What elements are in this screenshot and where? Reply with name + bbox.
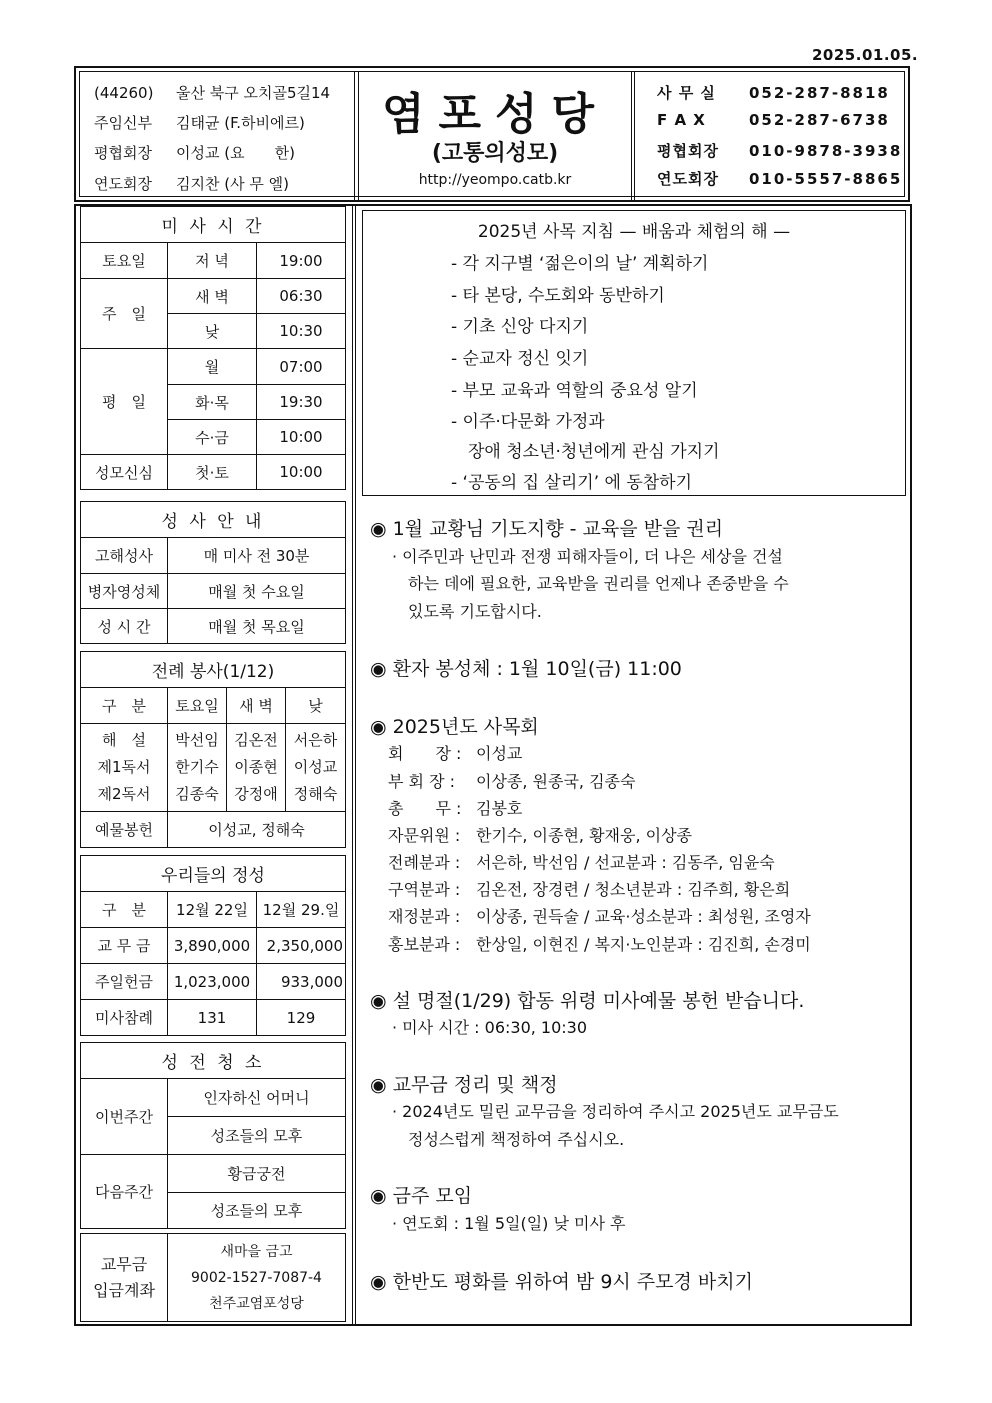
notice-line: 있도록 기도합시다.	[408, 602, 542, 621]
notice-line: · 2024년도 밀린 교무금을 정리하여 주시고 2025년도 교무금도	[392, 1102, 839, 1121]
slot-label: 월	[168, 349, 257, 385]
notice-line: · 연도회 : 1월 5일(일) 낮 미사 후	[392, 1214, 626, 1233]
offerings-col-header: 구 분	[81, 892, 168, 928]
council-members: 한기수, 이종현, 황재웅, 이상종	[476, 826, 692, 845]
pastoral-item: - 순교자 정신 잇기	[451, 349, 589, 369]
contact-label: 사 무 실	[657, 84, 716, 102]
contact-number: 010-5557-8865	[749, 170, 903, 188]
council-members: 서은하, 박선임 / 선교분과 : 김동주, 임윤숙	[476, 853, 775, 872]
contact-label: F A X	[657, 111, 706, 129]
server: 강정애	[234, 785, 278, 803]
day-label: 성모신심	[81, 455, 168, 490]
cleaning-group: 황금궁전	[168, 1155, 346, 1193]
offering-amount: 933,000	[257, 964, 346, 1000]
council-role: 재정분과 :	[388, 907, 461, 926]
council-members: 이성교	[476, 744, 523, 763]
mass-times-table	[80, 206, 346, 490]
council-role: 자문위원 :	[388, 826, 461, 845]
address-code: (44260)	[94, 84, 154, 102]
header-info-label: 주임신부	[94, 114, 152, 132]
header-info-value: 김태균 (F.하비에르)	[176, 114, 305, 132]
slot-label: 새 벽	[168, 279, 257, 314]
council-role: 총 무 :	[388, 799, 462, 818]
address: 울산 북구 오치골5길14	[176, 84, 331, 102]
server: 서은하	[293, 731, 338, 749]
notice-title: ◉ 설 명절(1/29) 합동 위령 미사예물 봉헌 받습니다.	[370, 990, 805, 1012]
notice-line: 하는 데에 필요한, 교육받을 권리를 언제나 존중받을 수	[408, 574, 789, 593]
sacrament-label: 병자영성체	[81, 574, 168, 609]
notice-title: ◉ 1월 교황님 기도지향 - 교육을 받을 권리	[370, 518, 724, 540]
sacraments-table	[80, 501, 346, 644]
liturgy-title: 전례 봉사(1/12)	[81, 652, 346, 688]
sacraments-title: 성 사 안 내	[81, 502, 346, 538]
offering-amount: 129	[257, 1000, 346, 1036]
notice-title: ◉ 2025년도 사목회	[370, 716, 539, 738]
liturgy-roles	[81, 724, 168, 812]
header-info	[80, 72, 355, 200]
mass-time: 06:30	[257, 279, 346, 314]
pastoral-heading: 2025년 사목 지침 — 배움과 체험의 해 —	[477, 222, 791, 242]
liturgy-table	[80, 651, 346, 848]
cleaning-group: 성조들의 모후	[168, 1193, 346, 1229]
offering-label: 예물봉헌	[81, 812, 168, 848]
account-holder: 천주교염포성당	[209, 1295, 304, 1312]
slot-label: 화·목	[168, 385, 257, 420]
council-role: 회 장 :	[388, 744, 462, 763]
header-info-value: 김지찬 (사 무 엘)	[176, 175, 289, 193]
account-table	[80, 1233, 346, 1322]
notice-line: · 이주민과 난민과 전쟁 피해자들이, 더 나은 세상을 건설	[392, 547, 783, 566]
offering-type: 교 무 금	[81, 928, 168, 964]
contact-number: 010-9878-3938	[749, 142, 903, 160]
liturgy-col-header: 구 분	[81, 688, 168, 724]
church-url[interactable]: http://yeompo.catb.kr	[418, 172, 572, 188]
pastoral-item: - 타 본당, 수도회와 동반하기	[451, 286, 665, 306]
notice-title: ◉ 한반도 평화를 위하여 밤 9시 주모경 바치기	[370, 1271, 753, 1293]
council-role: 구역분과 :	[388, 880, 461, 899]
day-label: 평 일	[81, 349, 168, 455]
pastoral-item: 장애 청소년·청년에게 관심 가지기	[451, 442, 720, 462]
slot-label: 수·금	[168, 420, 257, 455]
account-label: 입금계좌	[93, 1280, 155, 1300]
slot-label: 저 녁	[168, 243, 257, 279]
sacrament-value: 매월 첫 목요일	[168, 609, 346, 644]
cleaning-group: 인자하신 어머니	[168, 1079, 346, 1117]
contact-number: 052-287-6738	[749, 111, 890, 129]
bulletin-date: 2025.01.05.	[812, 46, 919, 64]
offerings-table	[80, 855, 346, 1036]
day-label: 주 일	[81, 279, 168, 349]
header-title-block	[358, 72, 632, 200]
offering-type: 주일헌금	[81, 964, 168, 1000]
slot-label: 낮	[168, 314, 257, 349]
account-label: 교무금	[100, 1254, 148, 1274]
offerings-title: 우리들의 정성	[81, 856, 346, 892]
slot-label: 첫·토	[168, 455, 257, 490]
council-members: 김온전, 장경련 / 청소년분과 : 김주희, 황은희	[476, 880, 791, 899]
notice-line: · 미사 시간 : 06:30, 10:30	[392, 1018, 588, 1037]
server: 한기수	[175, 758, 219, 776]
sacrament-label: 고해성사	[81, 538, 168, 574]
council-role: 부 회 장 :	[388, 772, 456, 791]
cleaning-title: 성 전 청 소	[81, 1043, 346, 1079]
notice-line: 정성스럽게 책정하여 주십시오.	[408, 1130, 625, 1149]
cleaning-week-label: 이번주간	[81, 1079, 168, 1155]
pastoral-item: - 각 지구별 ‘젊은이의 날’ 계획하기	[451, 254, 709, 274]
cleaning-week-label: 다음주간	[81, 1155, 168, 1229]
council-members: 한상일, 이현진 / 복지·노인분과 : 김진희, 손경미	[476, 935, 811, 954]
pastoral-item: - 기초 신앙 다지기	[451, 317, 589, 337]
liturgy-dawn	[227, 724, 286, 812]
liturgy-sat	[168, 724, 227, 812]
offerings-col-header: 12월 29.일	[257, 892, 346, 928]
council-members: 김봉호	[476, 799, 523, 818]
header-box	[74, 66, 910, 202]
offering-amount: 1,023,000	[168, 964, 257, 1000]
liturgy-col-header: 토요일	[168, 688, 227, 724]
column-divider	[352, 204, 356, 1326]
mass-time: 10:00	[257, 455, 346, 490]
role: 제2독서	[97, 785, 151, 803]
contact-label: 평협회장	[657, 142, 719, 160]
notice-title: ◉ 환자 봉성체 : 1월 10일(금) 11:00	[370, 658, 682, 680]
server: 정해숙	[293, 785, 338, 803]
server: 박선임	[175, 731, 219, 749]
mass-time: 10:30	[257, 314, 346, 349]
liturgy-col-header: 낮	[286, 688, 346, 724]
sacrament-label: 성 시 간	[81, 609, 168, 644]
offering-amount: 131	[168, 1000, 257, 1036]
council-role: 홍보분과 :	[388, 935, 461, 954]
liturgy-day	[286, 724, 346, 812]
offering-value: 이성교, 정해숙	[168, 812, 346, 848]
server: 이종현	[234, 758, 278, 776]
offering-type: 미사참례	[81, 1000, 168, 1036]
church-subtitle: (고통의성모)	[431, 141, 559, 166]
role: 제1독서	[97, 758, 151, 776]
server: 김온전	[234, 731, 278, 749]
mass-time: 10:00	[257, 420, 346, 455]
council-members: 이상종, 권득술 / 교육·성소분과 : 최성원, 조영자	[476, 907, 811, 926]
header-contacts	[634, 72, 904, 200]
offering-amount: 3,890,000	[168, 928, 257, 964]
mass-time: 07:00	[257, 349, 346, 385]
notice-title: ◉ 교무금 정리 및 책정	[370, 1074, 558, 1096]
pastoral-item: - 부모 교육과 역할의 중요성 알기	[451, 381, 698, 401]
cleaning-group: 성조들의 모후	[168, 1117, 346, 1155]
mass-times-title: 미 사 시 간	[81, 207, 346, 243]
contact-number: 052-287-8818	[749, 84, 890, 102]
church-name: 염포성당	[381, 89, 608, 140]
account-number: 9002-1527-7087-4	[191, 1269, 322, 1286]
mass-time: 19:30	[257, 385, 346, 420]
offering-amount: 2,350,000	[257, 928, 346, 964]
sacrament-value: 매월 첫 수요일	[168, 574, 346, 609]
council-members: 이상종, 원종국, 김종숙	[476, 772, 636, 791]
server: 김종숙	[175, 785, 219, 803]
mass-time: 19:00	[257, 243, 346, 279]
council-role: 전례분과 :	[388, 853, 461, 872]
pastoral-item: - 이주·다문화 가정과	[451, 412, 605, 432]
server: 이성교	[293, 758, 338, 776]
pastoral-guidelines-box	[362, 210, 906, 496]
offerings-col-header: 12월 22일	[168, 892, 257, 928]
liturgy-col-header: 새 벽	[227, 688, 286, 724]
header-info-label: 평협회장	[94, 144, 152, 162]
day-label: 토요일	[81, 243, 168, 279]
header-info-value: 이성교 (요 한)	[176, 144, 295, 162]
header-info-label: 연도회장	[94, 175, 152, 193]
pastoral-item: - ‘공동의 집 살리기’ 에 동참하기	[451, 473, 693, 493]
contact-label: 연도회장	[657, 170, 719, 188]
cleaning-table	[80, 1042, 346, 1229]
role: 해 설	[102, 731, 146, 749]
sacrament-value: 매 미사 전 30분	[168, 538, 346, 574]
account-bank: 새마을 금고	[220, 1243, 293, 1260]
notice-title: ◉ 금주 모임	[370, 1185, 473, 1207]
